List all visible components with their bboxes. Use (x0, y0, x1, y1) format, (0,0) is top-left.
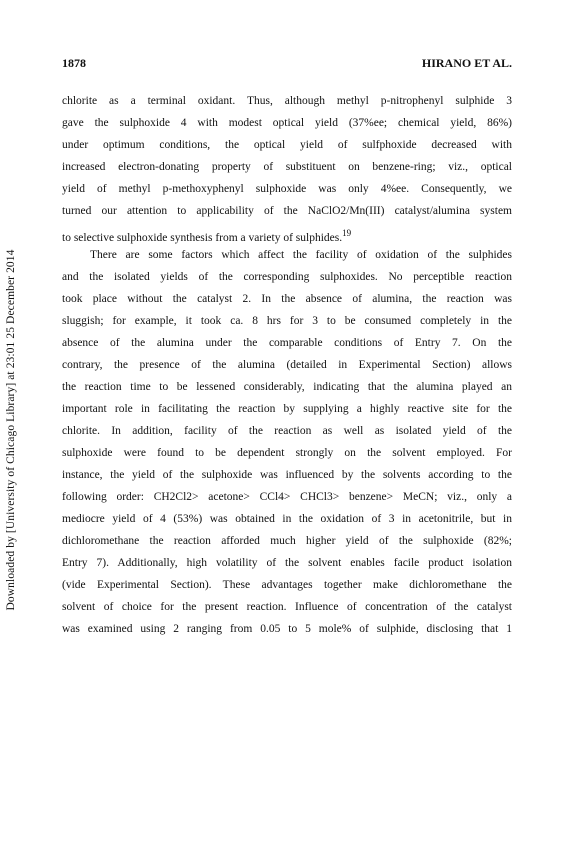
page-header (62, 56, 512, 71)
download-watermark-text: Downloaded by [University of Chicago Library] at 23:01 25 December 2014 (5, 249, 17, 611)
text-line: absence of the alumina under the comparable conditions of Entry 7. On the (62, 337, 512, 349)
text-line: There are some factors which affect the facility of oxidation of the sulphides (90, 249, 512, 261)
text-line: increased electron-donating property of substituent on benzene-ring; viz., optical (62, 161, 512, 173)
text-line: contrary, the presence of the alumina (detailed in Experimental Section) allows (62, 359, 512, 371)
text-line: chlorite. In addition, facility of the reaction as well as isolated yield of the (62, 425, 512, 437)
text-line: the reaction time to be lessened considerably, indicating that the alumina played an (62, 381, 512, 393)
download-watermark (4, 150, 18, 710)
text-line: instance, the yield of the sulphoxide was influenced by the solvents according to the (62, 469, 512, 481)
text-line: and the isolated yields of the corresponding sulphoxides. No perceptible reaction (62, 271, 512, 283)
running-title: HIRANO ET AL. (421, 56, 512, 70)
text-line: sluggish; for example, it took ca. 8 hrs for 3 to be consumed completely in the (62, 315, 512, 327)
article-body (62, 90, 512, 640)
text-line: gave the sulphoxide 4 with modest optical yield (37%ee; chemical yield, 86%) (62, 117, 512, 129)
text-line: mediocre yield of 4 (53%) was obtained in the oxidation of 3 in acetonitrile, but in (62, 513, 512, 525)
page-number: 1878 (62, 56, 86, 70)
text-line-last (62, 222, 512, 244)
text-line: turned our attention to applicability of the NaClO2/Mn(III) catalyst/alumina system (62, 205, 512, 217)
paragraph-2 (62, 244, 512, 640)
text-line: sulphoxide were found to be dependent strongly on the solvent employed. For (62, 447, 512, 459)
text-line: chlorite as a terminal oxidant. Thus, although methyl p-nitrophenyl sulphide 3 (62, 95, 512, 107)
text-line: Entry 7). Additionally, high volatility of the solvent enables facile product isolation (62, 557, 512, 569)
text-line-content: to selective sulphoxide synthesis from a variety of sulphides. (62, 232, 343, 244)
reference-superscript: 19 (342, 228, 352, 238)
text-line: under optimum conditions, the optical yield of sulfphoxide decreased with (62, 139, 512, 151)
text-line: took place without the catalyst 2. In the absence of alumina, the reaction was (62, 293, 512, 305)
text-line: was examined using 2 ranging from 0.05 to 5 mole% of sulphide, disclosing that 1 (62, 623, 512, 635)
text-line: following order: CH2Cl2> acetone> CCl4> CHCl3> benzene> MeCN; viz., only a (62, 491, 512, 503)
text-line: (vide Experimental Section). These advantages together make dichloromethane the (62, 579, 512, 591)
text-line: solvent of choice for the present reaction. Influence of concentration of the catalyst (62, 601, 512, 613)
paragraph-1 (62, 90, 512, 244)
text-line: important role in facilitating the reaction by supplying a highly reactive site for the (62, 403, 512, 415)
text-line: dichloromethane the reaction afforded much higher yield of the sulphoxide (82%; (62, 535, 512, 547)
text-line: yield of methyl p-methoxyphenyl sulphoxide was only 4%ee. Consequently, we (62, 183, 512, 195)
